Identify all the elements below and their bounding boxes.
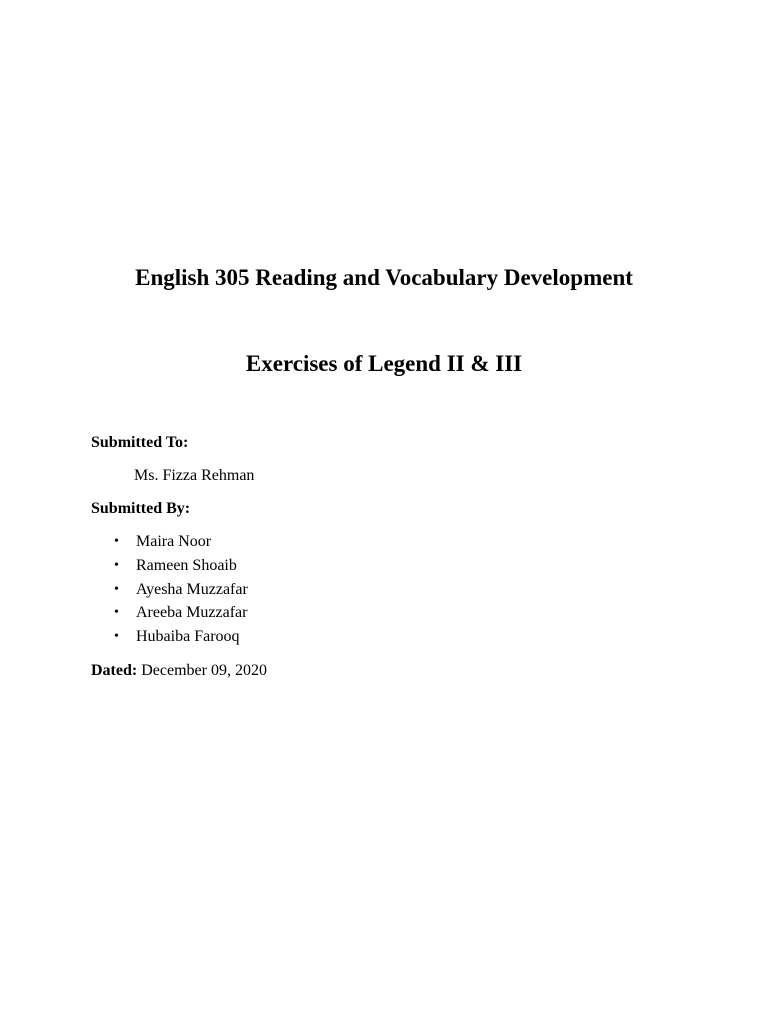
bullet-icon: •	[114, 534, 119, 549]
dated-label: Dated:	[91, 662, 138, 679]
document-subtitle: Exercises of Legend II & III	[245, 351, 523, 376]
bullet-icon: •	[114, 581, 119, 597]
bullet-icon: •	[114, 629, 119, 645]
bullet-icon: •	[114, 605, 119, 621]
submitted-by-label: Submitted By:	[91, 500, 191, 517]
author-name: Rameen Shoaib	[136, 556, 237, 574]
author-name: Maira Noor	[136, 533, 212, 550]
date-value: December 09, 2020	[141, 662, 267, 679]
submitted-to-label: Submitted To:	[91, 434, 189, 451]
author-name: Hubaiba Farooq	[136, 628, 240, 646]
bullet-icon: •	[114, 557, 119, 573]
document-title: English 305 Reading and Vocabulary Development	[135, 265, 633, 290]
date-line	[91, 661, 267, 681]
author-name: Areeba Muzzafar	[136, 604, 248, 622]
submitted-to-name: Ms. Fizza Rehman	[134, 467, 255, 484]
author-name: Ayesha Muzzafar	[136, 580, 248, 598]
